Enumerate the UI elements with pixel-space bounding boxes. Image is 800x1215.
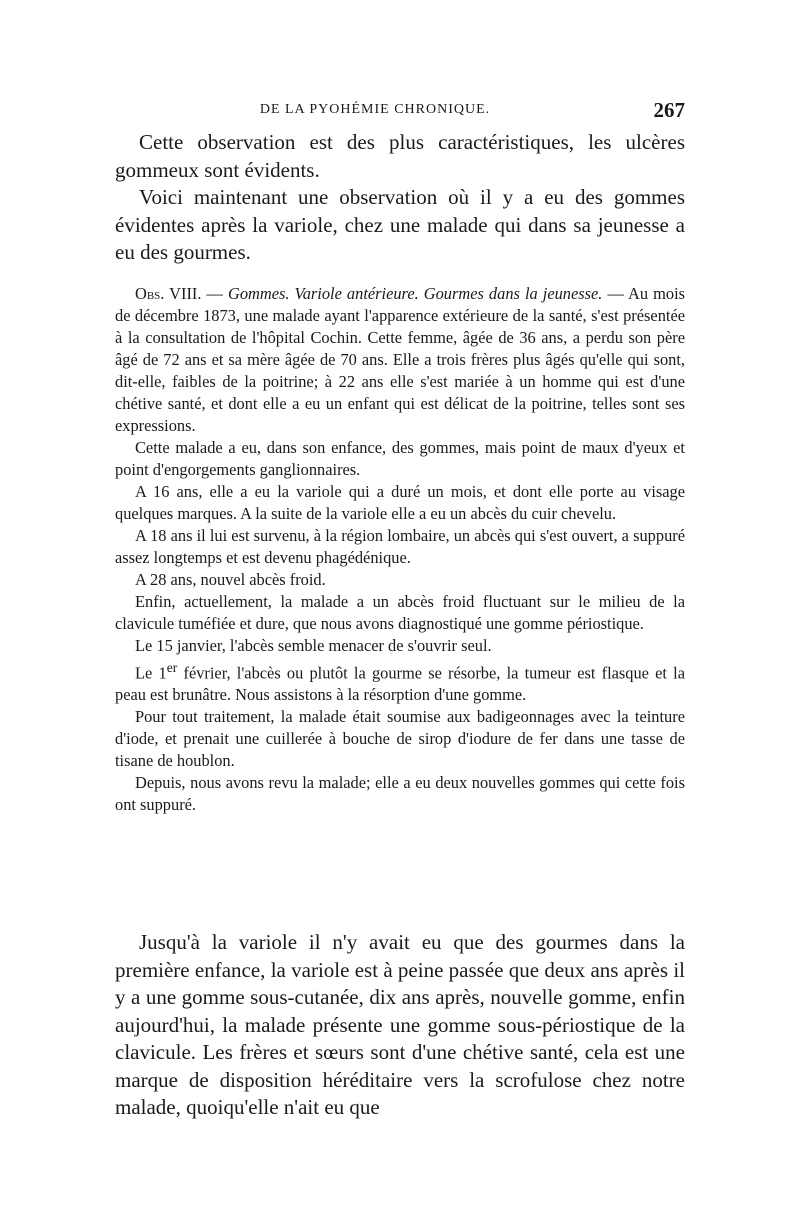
observation-text: — Au mois de décembre 1873, une malade ayant l'apparence extérieure de la santé, s'est présentée à la consultation de l'hôpital Cochin. Cette femme, âgée de 36 ans, a perdu son père âgé de 72 ans et sa mère âgée de 70 ans. Elle a trois frères plus âgés qu'elle qui sont, dit-elle, faibles de la poitrine; à 22 ans elle s'est mariée à un homme qui est d'une chétive santé, et dont elle a eu un enfant qui est délicat de la poitrine, telles sont ses expressions. [115,284,685,435]
conclusion-paragraph: Jusqu'à la variole il n'y avait eu que des gourmes dans la première enfance, la variole est à peine passée que deux ans après il y a une gomme sous-cutanée, dix ans après, nouvelle gomme, enfin aujourd'hui, la malade présente une gomme sous-périostique de la clavicule. Les frères et sœurs sont d'une chétive santé, cela est une marque de disposition héréditaire vers la scrofulose chez notre malade, quoiqu'elle n'ait eu que [115,930,685,1119]
observation-paragraph-7: Le 15 janvier, l'abcès semble menacer de s'ouvrir seul. [135,636,492,655]
observation-p8-superscript: er [166,660,178,675]
observation-paragraph-4: A 18 ans il lui est survenu, à la région lombaire, un abcès qui s'est ouvert, a suppuré assez longtemps et est devenu phagédénique. [115,526,685,567]
page-number: 267 [653,98,685,122]
observation-paragraph-10: Depuis, nous avons revu la malade; elle a eu deux nouvelles gommes qui cette fois ont suppuré. [115,773,685,815]
observation-paragraph-9: Pour tout traitement, la malade était soumise aux badigeonnages avec la teinture d'iode, et prenait une cuillerée à bouche de sirop d'iodure de fer dans une tasse de tisane de houblon. [115,707,685,771]
conclusion-section [115,929,685,1122]
observation-title: Gommes. Variole antérieure. Gourmes dans la jeunesse. [228,284,603,303]
observation-paragraph-6: Enfin, actuellement, la malade a un abcès froid fluctuant sur le milieu de la clavicule tuméfiée et dure, que nous avons diagnostiqué une gomme périostique. [115,592,685,633]
observation-p8-start: Le 1 [135,663,167,683]
intro-paragraph-2: Voici maintenant une observation où il y a eu des gommes évidentes après la variole, chez une malade qui dans sa jeunesse a eu des gourmes. [115,185,685,264]
observation-dash: — [201,284,228,303]
observation-paragraph-3: A 16 ans, elle a eu la variole qui a duré un mois, et dont elle porte au visage quelques marques. A la suite de la variole elle a eu un abcès du cuir chevelu. [115,482,685,523]
running-head [115,98,685,122]
intro-section [115,129,685,267]
observation-label: Obs. VIII. [135,284,202,303]
observation-p8-rest: février, l'abcès ou plutôt la gourme se résorbe, la tumeur est flasque et la peau est brunâtre. Nous assistons à la résorption d'une gomme. [115,663,685,705]
observation-paragraph-2: Cette malade a eu, dans son enfance, des gommes, mais point de maux d'yeux et point d'engorgements ganglionnaires. [115,438,685,479]
observation-paragraph-1 [115,283,685,437]
intro-paragraph-1: Cette observation est des plus caractéristiques, les ulcères gommeux sont évidents. [115,130,685,182]
observation-paragraph-8 [115,657,685,706]
observation-paragraph-5: A 28 ans, nouvel abcès froid. [135,570,326,589]
running-title: DE LA PYOHÉMIE CHRONIQUE. [259,102,491,117]
observation-section [115,283,685,816]
